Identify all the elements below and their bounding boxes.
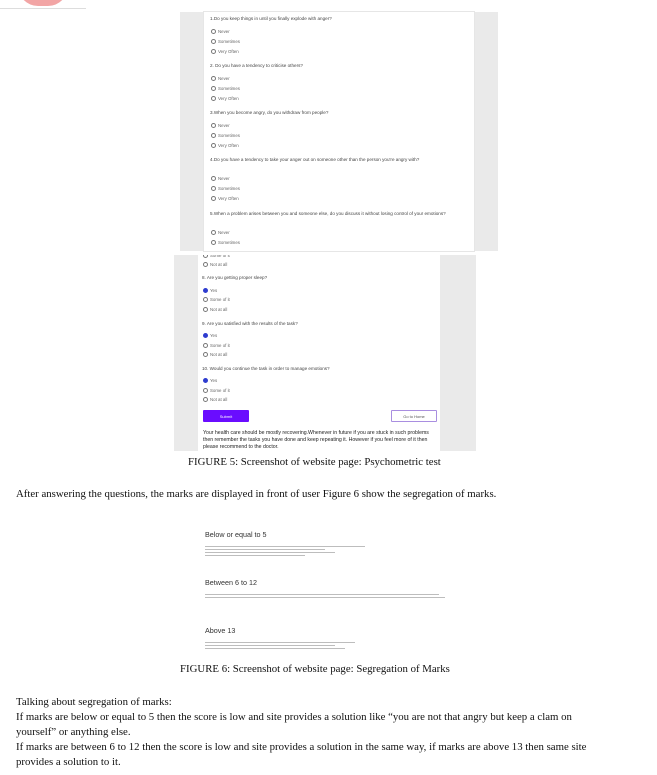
option-never[interactable]: Never (211, 76, 230, 81)
option-very-often[interactable]: Very Often (211, 96, 239, 101)
psychometric-test-screenshot-bottom (198, 255, 440, 451)
radio-icon[interactable] (203, 343, 208, 348)
radio-icon[interactable] (203, 397, 208, 402)
go-to-home-button[interactable]: Go to Home (391, 410, 437, 422)
submit-button[interactable]: Submit (203, 410, 249, 422)
question-5: 5.When a problem arises between you and someone else, do you discuss it without losing control of your emotions? (210, 211, 446, 216)
segment-text-line (205, 546, 365, 547)
radio-icon[interactable] (211, 230, 216, 235)
option-not-at-all[interactable]: Not at all (203, 307, 227, 312)
paragraph-line: If marks are below or equal to 5 then the score is low and site provides a solution like “you are not that angry but keep a clam on (16, 711, 572, 723)
segment-text-line (205, 549, 325, 550)
radio-icon[interactable] (203, 352, 208, 357)
option-some-of-it[interactable]: Some of it (203, 343, 230, 348)
option-some-of-it[interactable]: Some of it (203, 255, 230, 258)
question-1: 1.Do you keep things in until you finally explode with anger? (210, 16, 332, 21)
option-yes[interactable]: Yes (203, 378, 217, 383)
paragraph-line: Talking about segregation of marks: (16, 696, 172, 708)
option-very-often[interactable]: Very Often (211, 196, 239, 201)
option-not-at-all[interactable]: Not at all (203, 397, 227, 402)
radio-icon[interactable] (211, 39, 216, 44)
radio-icon[interactable] (211, 86, 216, 91)
radio-icon[interactable] (203, 255, 208, 258)
radio-icon[interactable] (203, 307, 208, 312)
segment-text-line (205, 597, 445, 598)
option-sometimes[interactable]: Sometimes (211, 39, 240, 44)
segment-title: Below or equal to 5 (205, 530, 267, 539)
figure-6-caption: FIGURE 6: Screenshot of website page: Segregation of Marks (180, 663, 450, 675)
option-sometimes[interactable]: Sometimes (211, 240, 240, 245)
radio-icon[interactable] (211, 196, 216, 201)
radio-icon[interactable] (211, 186, 216, 191)
segment-text-line (205, 552, 335, 553)
radio-selected-icon[interactable] (203, 333, 208, 338)
divider (0, 8, 86, 9)
segment-title: Between 6 to 12 (205, 578, 257, 587)
paragraph-line: provides a solution to it. (16, 756, 121, 768)
result-message: Your health care should be mostly recovering.Whenever in future if you are stuck in such problems then remember the tasks you have done and keep repeating it. However if you feel more of it then please recommend to the doctor. (203, 430, 429, 451)
page-margin-left (174, 255, 198, 451)
paragraph-line: If marks are between 6 to 12 then the score is low and site provides a solution in the same way, if marks are above 13 then same site (16, 741, 587, 753)
radio-icon[interactable] (211, 123, 216, 128)
segment-text-line (205, 555, 305, 556)
option-some-of-it[interactable]: Some of it (203, 388, 230, 393)
option-never[interactable]: Never (211, 29, 230, 34)
option-some-of-it[interactable]: Some of it (203, 297, 230, 302)
option-yes[interactable]: Yes (203, 288, 217, 293)
figure-5-caption: FIGURE 5: Screenshot of website page: Psychometric test (188, 456, 441, 468)
question-10: 10. Would you continue the task in order to manage emotions? (202, 366, 330, 371)
option-never[interactable]: Never (211, 123, 230, 128)
question-2: 2. Do you have a tendency to criticise others? (210, 63, 303, 68)
segment-text-line (205, 648, 345, 649)
radio-icon[interactable] (211, 143, 216, 148)
radio-icon[interactable] (211, 76, 216, 81)
radio-icon[interactable] (211, 240, 216, 245)
page-margin-right (474, 12, 498, 251)
paragraph-intro: After answering the questions, the marks are displayed in front of user Figure 6 show the segregation of marks. (16, 488, 497, 500)
segregation-of-marks-screenshot (199, 520, 459, 658)
segment-text-line (205, 594, 439, 595)
option-never[interactable]: Never (211, 176, 230, 181)
question-3: 3.When you become angry, do you withdraw from people? (210, 110, 329, 115)
option-yes[interactable]: Yes (203, 333, 217, 338)
radio-icon[interactable] (211, 49, 216, 54)
radio-icon[interactable] (211, 133, 216, 138)
radio-icon[interactable] (203, 297, 208, 302)
radio-icon[interactable] (211, 29, 216, 34)
question-8: 8. Are you getting proper sleep? (202, 275, 268, 280)
question-9: 9. Are you satisfied with the results of the task? (202, 321, 298, 326)
question-4: 4.Do you have a tendency to take your anger out on someone other than the person you're angry with? (210, 157, 420, 162)
radio-icon[interactable] (203, 388, 208, 393)
option-sometimes[interactable]: Sometimes (211, 133, 240, 138)
option-not-at-all[interactable]: Not at all (203, 352, 227, 357)
option-very-often[interactable]: Very Often (211, 143, 239, 148)
segment-text-line (205, 645, 335, 646)
page-margin-right (440, 255, 476, 451)
logo-mark (18, 0, 68, 6)
radio-icon[interactable] (211, 96, 216, 101)
segment-text-line (205, 642, 355, 643)
option-very-often[interactable]: Very Often (211, 49, 239, 54)
paragraph-line: yourself” or anything else. (16, 726, 131, 738)
option-never[interactable]: Never (211, 230, 230, 235)
option-sometimes[interactable]: Sometimes (211, 86, 240, 91)
option-sometimes[interactable]: Sometimes (211, 186, 240, 191)
radio-icon[interactable] (203, 262, 208, 267)
radio-selected-icon[interactable] (203, 378, 208, 383)
option-not-at-all[interactable]: Not at all (203, 262, 227, 267)
segment-title: Above 13 (205, 626, 236, 635)
page-margin-left (180, 12, 204, 251)
radio-selected-icon[interactable] (203, 288, 208, 293)
radio-icon[interactable] (211, 176, 216, 181)
psychometric-test-screenshot-top (204, 12, 474, 251)
